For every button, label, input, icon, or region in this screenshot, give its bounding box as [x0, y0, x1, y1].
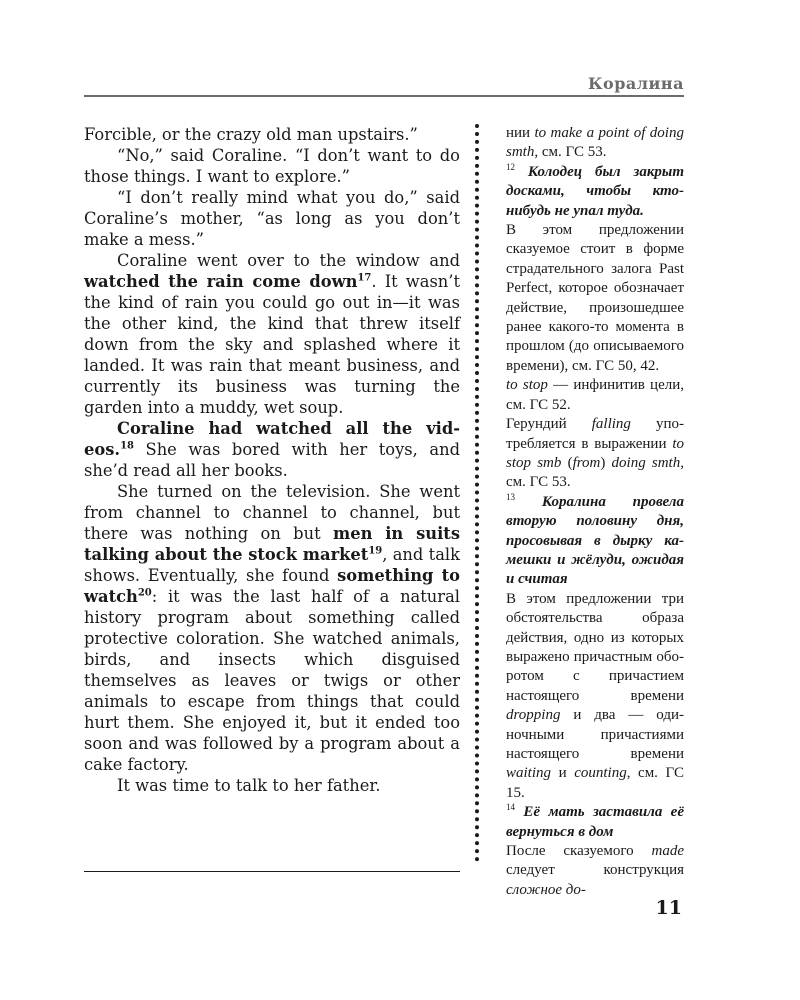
- text: и два — одиночными причастиями настоящего времени: [506, 707, 684, 762]
- paragraph: [84, 187, 460, 250]
- note-heading: [506, 163, 684, 221]
- glossed-phrase: men in suits talking about the stock market: [84, 524, 460, 564]
- text: “I don’t really mind what you do,” said Coraline’s mother, “as long as you don’t make a mess.”: [84, 188, 460, 249]
- italic-term: to stop: [506, 377, 548, 394]
- page-number: 11: [655, 897, 682, 919]
- text: (: [561, 454, 573, 471]
- text: нии: [506, 125, 535, 141]
- italic-term: to make a point of doing smth: [506, 125, 684, 161]
- note-continuation: [506, 124, 684, 163]
- paragraph: [84, 124, 460, 145]
- italic-term: waiting: [506, 765, 552, 782]
- text: В этом предложении сказуемое стоит в форме страдательного залога Past Perfect, которое обозначает действие, произошедшее ранее какого-то момента в прошлом (до описываемого времени), см. ГС 50, 42.: [506, 222, 684, 374]
- text: ): [600, 454, 612, 471]
- italic-term: falling: [591, 416, 631, 433]
- running-header-title: Коралина: [587, 74, 684, 93]
- text: После сказуемого: [506, 843, 652, 860]
- text: She turned on the television. She went from channel to channel to channel, but there was nothing on but: [84, 482, 460, 543]
- glossed-phrase: something to watch: [84, 566, 460, 606]
- paragraph: [84, 481, 460, 775]
- note-head-text: Колодец был закрыт досками, чтобы кто-нибудь не упал туда.: [506, 163, 684, 219]
- text: It was time to talk to her father.: [117, 776, 381, 795]
- note-number: 12: [506, 161, 515, 172]
- note-body: [506, 842, 684, 900]
- italic-term: doing smth: [611, 454, 681, 471]
- footnote-ref: 18: [120, 440, 134, 452]
- text: , см. ГС 15.: [506, 765, 684, 801]
- header-rule: [84, 95, 684, 97]
- notes-column: [506, 124, 684, 900]
- note-heading: [506, 803, 684, 842]
- footnote-ref: 19: [368, 545, 383, 557]
- note-body: [506, 221, 684, 376]
- glossed-phrase: watched the rain come down: [84, 272, 358, 291]
- note-number: 13: [506, 491, 515, 502]
- footnote-ref: 20: [137, 587, 152, 599]
- note-body: [506, 376, 684, 415]
- italic-term: counting: [574, 765, 627, 782]
- note-number: 14: [506, 802, 515, 813]
- note-body: [506, 415, 684, 493]
- italic-term: dropping: [506, 707, 561, 724]
- note-body: [506, 590, 684, 803]
- paragraph: [84, 250, 460, 418]
- italic-term: from: [572, 454, 601, 471]
- text: употребляется в выражении: [506, 416, 684, 452]
- text: — инфинитив цели, см. ГС 52.: [506, 377, 684, 413]
- glossed-phrase: Coraline had watched all the videos.: [84, 419, 460, 459]
- text: She was bored with her toys, and she’d read all her books.: [84, 440, 460, 480]
- text: . It wasn’t the kind of rain you could go out in—it was the other kind, the kind that threw itself down from the sky and splashed where it landed. It was rain that meant business, and currently its business was turning the garden into a muddy, wet soup.: [84, 272, 461, 417]
- italic-term: made: [651, 843, 684, 860]
- italic-term: to stop smb: [506, 435, 684, 471]
- text: “No,” said Coraline. “I don’t want to do those things. I want to explore.”: [84, 146, 460, 186]
- text: и: [551, 765, 575, 782]
- text: Coraline went over to the window and: [117, 251, 460, 270]
- text-end-rule: [84, 871, 460, 872]
- note-head-text: Её мать заставила её вернуться в дом: [506, 804, 684, 840]
- text: , and talk shows. Eventually, she found: [84, 545, 460, 585]
- column-divider-dots: [475, 124, 479, 862]
- text: следует конструкция: [506, 862, 684, 879]
- paragraph: [84, 775, 460, 796]
- main-text-column: [84, 124, 460, 796]
- text: , см. ГС 53.: [534, 144, 607, 161]
- paragraph: [84, 145, 460, 187]
- note-head-text: Коралина провела вторую половину дня, просовывая в дырку камешки и жёлуди, ожидая и считая: [506, 493, 684, 588]
- italic-term: сложное до-: [506, 881, 586, 898]
- text: Forcible, or the crazy old man upstairs.”: [84, 125, 418, 144]
- text: В этом предложении три обстоятельства образа действия, одно из которых выражено причастным оборотом с причастием настоящего времени: [506, 590, 684, 704]
- paragraph: [84, 418, 460, 481]
- note-heading: [506, 493, 684, 590]
- footnote-ref: 17: [357, 272, 372, 284]
- text: Герундий: [506, 416, 592, 433]
- text: , см. ГС 53.: [506, 454, 684, 491]
- text: : it was the last half of a natural history program about something called protective coloration. She watched animals, birds, and insects which disguised themselves as leaves or twigs or other animals to escape from things that could hurt them. She enjoyed it, but it ended too soon and was followed by a program about a cake factory.: [84, 587, 460, 774]
